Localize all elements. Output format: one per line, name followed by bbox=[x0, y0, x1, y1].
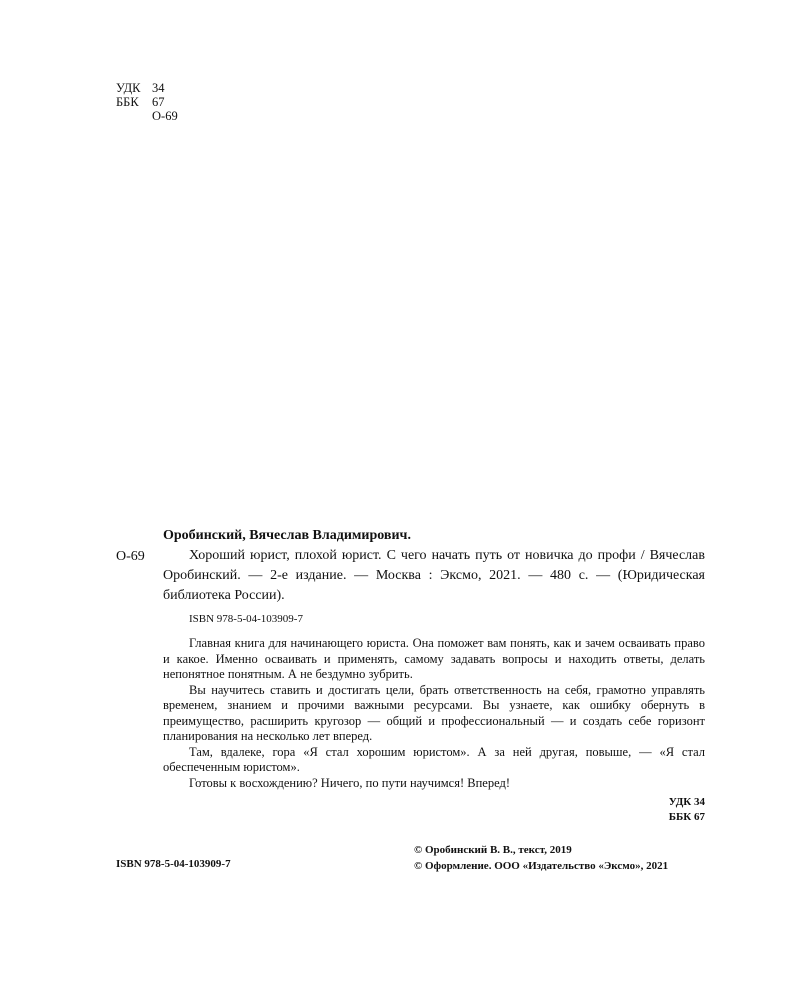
copyright-text: © Оробинский В. В., текст, 2019 bbox=[414, 844, 572, 856]
annotation bbox=[163, 636, 705, 791]
catalog-isbn: ISBN 978-5-04-103909-7 bbox=[189, 613, 303, 625]
annotation-paragraph: Готовы к восхождению? Ничего, по пути научимся! Вперед! bbox=[189, 775, 510, 790]
bbk-label: ББК bbox=[116, 95, 139, 109]
annotation-paragraph: Вы научитесь ставить и достигать цели, брать ответственность на себя, грамотно управлять временем, знанием и прочими важными ресурсами. Вы узнаете, как ошибку обернуть в преимущество, расширить кругозор — общий и профессиональный — и создать себе горизонт планирования на несколько лет вперед. bbox=[163, 682, 705, 743]
catalog-udk: УДК 34 bbox=[668, 796, 705, 808]
catalog-codes bbox=[163, 795, 705, 825]
classification-codes bbox=[116, 81, 178, 123]
catalog-bbk: ББК 67 bbox=[668, 811, 705, 823]
bbk-value: 67 bbox=[152, 95, 165, 109]
annotation-paragraph: Там, вдалеке, гора «Я стал хорошим юристом». А за ней другая, повыше, — «Я стал обеспеченным юристом». bbox=[163, 744, 705, 774]
udk-value: 34 bbox=[152, 81, 165, 95]
copyright-block bbox=[414, 843, 668, 874]
copyright-design: © Оформление. ООО «Издательство «Эксмо», 2021 bbox=[414, 859, 669, 872]
catalog-card bbox=[163, 526, 705, 825]
annotation-paragraph: Главная книга для начинающего юриста. Она поможет вам понять, как и зачем осваивать право и какое. Именно осваивать и применять, самому задавать вопросы и находить ответы, делать непонятное понятным. А не бездумно зубрить. bbox=[163, 636, 705, 681]
author-sign-top: О-69 bbox=[152, 109, 178, 123]
footer-isbn: ISBN 978-5-04-103909-7 bbox=[116, 858, 231, 870]
author-heading: Оробинский, Вячеслав Владимирович. bbox=[163, 528, 411, 543]
udk-row bbox=[116, 81, 178, 95]
bibliographic-entry: Хороший юрист, плохой юрист. С чего начать путь от новичка до профи / Вячеслав Оробинский. — 2-е издание. — Москва : Эксмо, 2021. — 480 с. — (Юридическая библиотека России). bbox=[163, 548, 705, 603]
udk-label: УДК bbox=[116, 81, 141, 95]
bbk-row bbox=[116, 95, 178, 109]
author-sign-margin: О-69 bbox=[116, 549, 145, 564]
